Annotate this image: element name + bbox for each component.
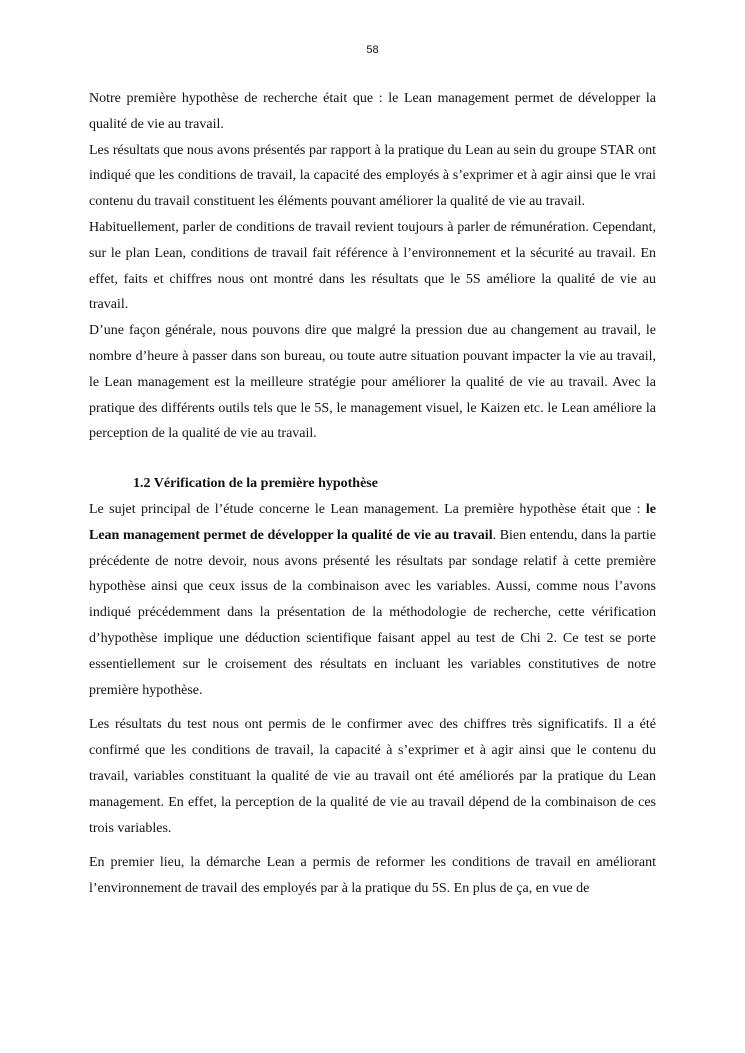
paragraph: Les résultats que nous avons présentés par rapport à la pratique du Lean au sein du groupe STAR ont indiqué que les conditions de travail, la capacité des employés à s’exprimer et à agir ainsi que le vrai contenu du travail constituent les éléments pouvant améliorer la qualité de vie au travail. bbox=[89, 142, 656, 210]
section-spacer bbox=[89, 447, 656, 471]
document-body bbox=[89, 86, 656, 902]
paragraph bbox=[89, 497, 656, 703]
hypothesis-statement: le Lean management permet de développer la qualité de vie au travail bbox=[89, 501, 656, 543]
paragraph: En premier lieu, la démarche Lean a permis de reformer les conditions de travail en améliorant l’environnement de travail des employés par à la pratique du 5S. En plus de ça, en vue de bbox=[89, 855, 656, 897]
paragraph-continuation: . Bien entendu, dans la partie précédente de notre devoir, nous avons présenté les résultats par sondage relatif à cette première hypothèse ainsi que ceux issus de la combinaison avec les variables. Aussi, comme nous l’avons indiqué précédemment dans la présentation de la méthodologie de recherche, cette vérification d’hypothèse implique une déduction scientifique faisant appel au test de Chi 2. Ce test se porte essentiellement sur le croisement des résultats en incluant les variables constitutives de notre première hypothèse. bbox=[89, 527, 656, 698]
paragraph: Notre première hypothèse de recherche était que : le Lean management permet de développer la qualité de vie au travail. bbox=[89, 91, 656, 132]
paragraph: D’une façon générale, nous pouvons dire que malgré la pression due au changement au travail, le nombre d’heure à passer dans son bureau, ou toute autre situation pouvant impacter la vie au travail, le Lean management est la meilleure stratégie pour améliorer la qualité de vie au travail. Avec la pratique des différents outils tels que le 5S, le management visuel, le Kaizen etc. le Lean améliore la perception de la qualité de vie au travail. bbox=[89, 323, 656, 442]
paragraph: Habituellement, parler de conditions de travail revient toujours à parler de rémunération. Cependant, sur le plan Lean, conditions de travail fait référence à l’environnement et la sécurité au travail. En effet, faits et chiffres nous ont montré dans les résultats que le 5S améliore la qualité de vie au travail. bbox=[89, 219, 656, 313]
page-number: 58 bbox=[366, 44, 379, 56]
paragraph-intro: Le sujet principal de l’étude concerne le Lean management. La première hypothèse était que : bbox=[89, 501, 646, 517]
paragraph: Les résultats du test nous ont permis de le confirmer avec des chiffres très significatifs. Il a été confirmé que les conditions de travail, la capacité à s’exprimer et à agir ainsi que le contenu du travail, variables constituant la qualité de vie au travail ont été améliorés par la pratique du Lean management. En effet, la perception de la qualité de vie au travail dépend de la combinaison de ces trois variables. bbox=[89, 717, 656, 836]
section-heading: 1.2 Vérification de la première hypothèse bbox=[133, 476, 378, 492]
paragraph-spacer bbox=[89, 841, 656, 850]
paragraph-spacer bbox=[89, 703, 656, 712]
